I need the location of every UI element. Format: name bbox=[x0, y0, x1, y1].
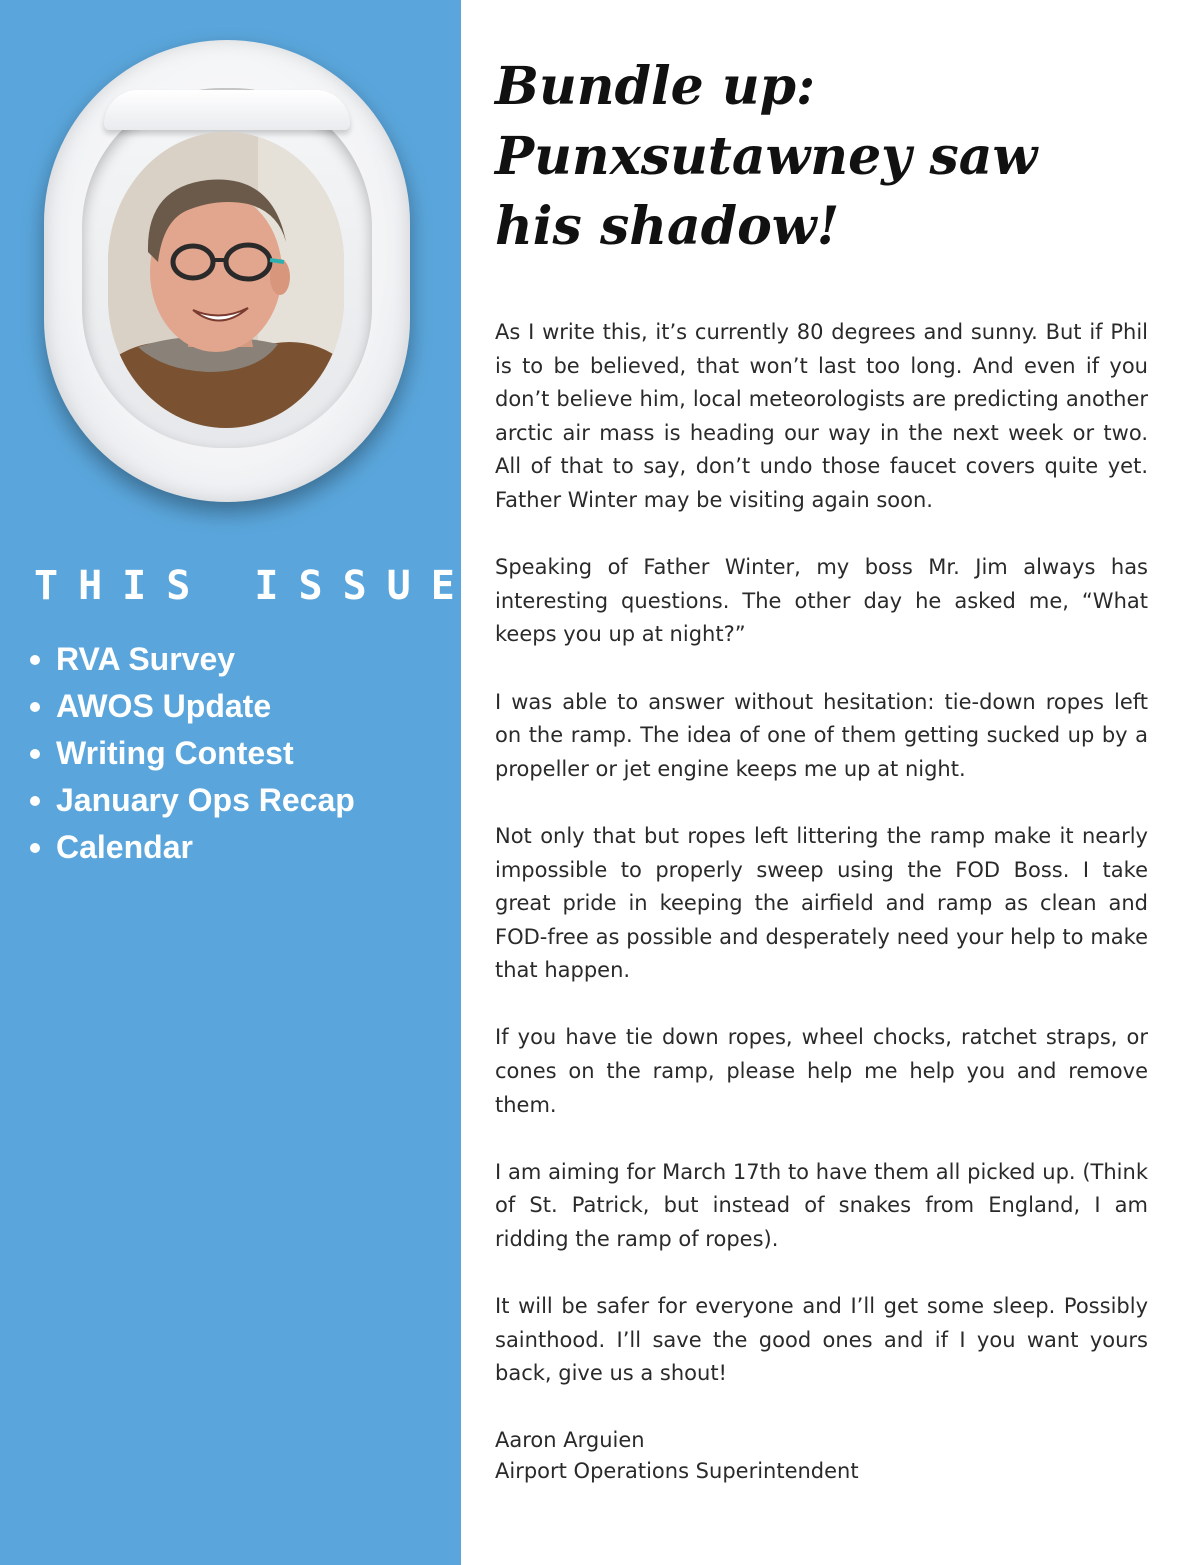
bullet-icon bbox=[30, 655, 40, 665]
signature bbox=[495, 1425, 1148, 1487]
paragraph: Speaking of Father Winter, my boss Mr. Jim always has interesting questions. The other day he asked me, “What keeps you up at night?” bbox=[495, 555, 1148, 647]
paragraph: I am aiming for March 17th to have them all picked up. (Think of St. Patrick, but instead of snakes from England, I am ridding the ramp of ropes). bbox=[495, 1159, 1148, 1252]
author-photo bbox=[108, 132, 344, 428]
airplane-window-frame bbox=[44, 40, 410, 502]
paragraph: I was able to answer without hesitation: tie-down ropes left on the ramp. The idea of one of them getting sucked up by a propeller or jet engine keeps me up at night. bbox=[495, 689, 1148, 781]
issue-item bbox=[30, 824, 355, 871]
bullet-icon bbox=[30, 749, 40, 759]
paragraph: If you have tie down ropes, wheel chocks, ratchet straps, or cones on the ramp, please help me help you and remove them. bbox=[495, 1025, 1148, 1117]
title-line: Bundle up: bbox=[495, 56, 816, 117]
sidebar bbox=[0, 0, 519, 1565]
issue-item-label: RVA Survey bbox=[56, 641, 236, 677]
issue-item bbox=[30, 683, 355, 730]
paragraph: As I write this, it’s currently 80 degrees and sunny. But if Phil is to be believed, that won’t last too long. And even if you don’t believe him, local meteorologists are predicting another arctic air mass is heading our way in the next week or two. All of that to say, don’t undo those faucet covers quite yet. Father Winter may be visiting again soon. bbox=[495, 320, 1148, 512]
bullet-icon bbox=[30, 843, 40, 853]
article-title bbox=[495, 52, 1148, 262]
signature-title: Airport Operations Superintendent bbox=[495, 1458, 859, 1483]
title-line: his shadow! bbox=[495, 196, 840, 257]
issue-list bbox=[30, 636, 355, 871]
issue-item-label: Calendar bbox=[56, 829, 193, 865]
issue-item-label: Writing Contest bbox=[56, 735, 294, 771]
window-shade bbox=[104, 90, 350, 130]
issue-item-label: January Ops Recap bbox=[56, 782, 355, 818]
issue-item bbox=[30, 636, 355, 683]
issue-heading: THIS ISSUE: bbox=[34, 563, 519, 609]
bullet-icon bbox=[30, 702, 40, 712]
paragraph: It will be safer for everyone and I’ll get some sleep. Possibly sainthood. I’ll save the good ones and if I you want yours back, give us a shout! bbox=[495, 1294, 1148, 1386]
issue-item-label: AWOS Update bbox=[56, 688, 272, 724]
paragraph: Not only that but ropes left littering the ramp make it nearly impossible to properly sweep using the FOD Boss. I take great pride in keeping the airfield and ramp as clean and FOD-free as possible and desperately need your help to make that happen. bbox=[495, 823, 1148, 983]
bullet-icon bbox=[30, 796, 40, 806]
title-line: Punxsutawney saw bbox=[495, 126, 1038, 187]
issue-item bbox=[30, 730, 355, 777]
issue-item bbox=[30, 777, 355, 824]
article-body bbox=[495, 316, 1148, 1487]
signature-name: Aaron Arguien bbox=[495, 1427, 645, 1452]
